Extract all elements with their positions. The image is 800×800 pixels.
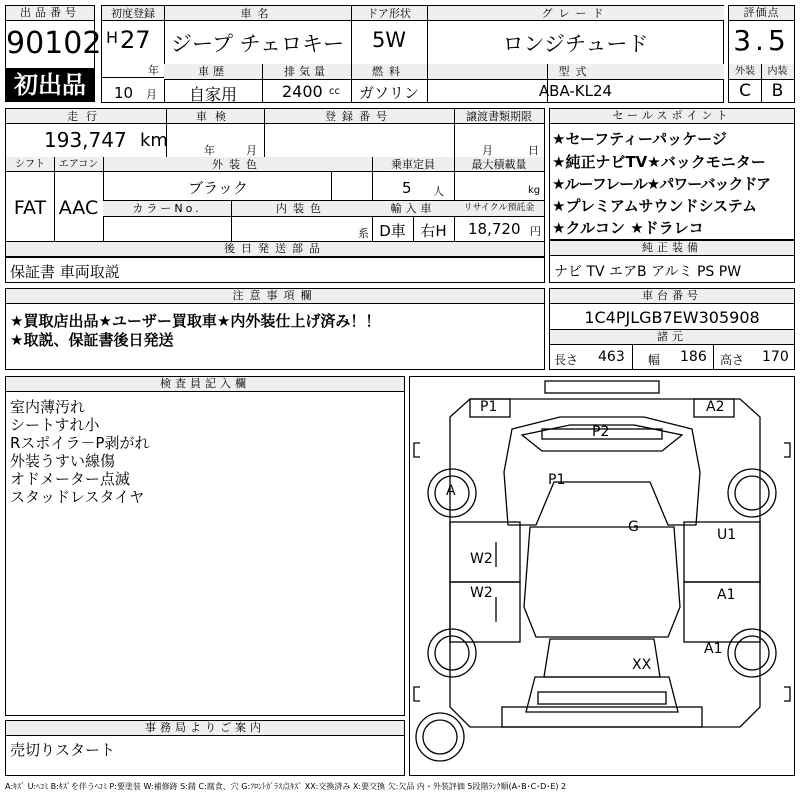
selling-points-label: セールスポイント (550, 109, 794, 124)
mark-a1-right: A1 (717, 587, 736, 603)
inspector-line-6: スタッドレスタイヤ (10, 488, 145, 506)
inspector-line-2: シートすれ小 (10, 416, 100, 434)
plate-label: 登録番号 (325, 110, 393, 123)
inspector-line-3: Rスポイラ－P剥がれ (10, 434, 150, 452)
capacity-unit: 人 (433, 185, 444, 198)
interior-color-unit: 系 (358, 227, 369, 240)
lot-number-box (5, 5, 102, 69)
displacement-value: 2400 (282, 82, 323, 101)
vehicle-header (101, 5, 724, 103)
office-value: 売切りスタート (10, 741, 116, 759)
color-no-label: カラーNo. (132, 202, 202, 215)
mark-p2: P2 (592, 424, 610, 440)
mark-u1: U1 (717, 527, 737, 543)
selling-point-5: ★クルコン ★ドラレコ (552, 219, 704, 237)
reg-month: 10 (114, 84, 134, 102)
dimensions-label: 諸元 (550, 330, 794, 345)
era: H (106, 28, 119, 47)
score-box (728, 5, 795, 103)
recycle-label: リサイクル預託金 (463, 203, 535, 213)
capacity-label: 乗車定員 (391, 158, 435, 171)
later-parts-value: 保証書 車両取説 (10, 263, 120, 281)
displacement-unit: cc (329, 86, 340, 97)
length-label: 長さ (554, 353, 579, 367)
mark-xx: XX (632, 657, 652, 673)
month-unit: 月 (146, 88, 157, 101)
height-value: 170 (762, 349, 789, 365)
width-value: 186 (680, 349, 707, 365)
score-label: 評価点 (729, 6, 794, 21)
rear-bumper (538, 692, 666, 704)
displacement-label: 排気量 (284, 65, 329, 78)
later-parts-label: 後日発送部品 (6, 242, 544, 257)
mileage-label: 走行 (67, 110, 105, 123)
import-label: 輸入車 (390, 202, 436, 215)
fuel-value: ガソリン (358, 84, 419, 102)
car-name-label: 車名 (240, 7, 275, 20)
shaken-month-unit: 月 (246, 144, 257, 157)
shift-value: FAT (13, 197, 47, 219)
later-parts-box (5, 257, 545, 283)
import-value: D車 (379, 222, 406, 240)
mark-a1-low: A1 (704, 641, 723, 657)
max-load-unit: kg (528, 185, 541, 196)
exterior-color-label: 外装色 (212, 158, 263, 171)
selling-point-1: ★セーフティーパッケージ (552, 130, 727, 148)
office-box (5, 720, 405, 776)
mileage-value: 193,747 (44, 128, 127, 152)
transfer-label: 譲渡書類期限 (466, 110, 532, 123)
genuine-equipment-box (549, 240, 795, 283)
damage-diagram-box (409, 376, 795, 776)
year-unit: 年 (148, 64, 159, 77)
exterior-color-value: ブラック (188, 179, 248, 197)
inspector-line-5: オドメーター点滅 (10, 470, 130, 488)
selling-point-2: ★純正ナビTV★バックモニター (552, 153, 766, 171)
notes-label: 注意事項欄 (6, 289, 544, 304)
genuine-equipment-label: 純正装備 (550, 241, 794, 256)
mark-p1-top: P1 (480, 399, 498, 415)
exterior-label: 外装 (735, 66, 755, 77)
length-value: 463 (598, 349, 625, 365)
selling-point-3: ★ルーフレール★パワーバックドア (552, 175, 771, 193)
history-label: 車歴 (198, 65, 228, 78)
ac-label: エアコン (58, 159, 99, 170)
inspector-label: 検査員記入欄 (6, 377, 404, 392)
cabin (524, 527, 680, 637)
score-value: 3.5 (733, 24, 790, 57)
inspector-line-4: 外装うすい線傷 (10, 452, 116, 470)
grade-label: グレード (541, 7, 610, 20)
fuel-label: 燃料 (372, 65, 406, 78)
transfer-day-unit: 日 (528, 144, 539, 157)
rear-bumper-lower (502, 707, 702, 727)
interior-color-label: 内装色 (276, 202, 327, 215)
selling-point-4: ★プレミアムサウンドシステム (552, 197, 757, 215)
selling-points-box (549, 108, 795, 240)
legend: A:ｷｽﾞ U:ﾍｺﾐ B:ｷｽﾞを伴うﾍｺﾐ P:要塗装 W:補修跡 S:錆 C:腐食、穴 G:ﾌﾛﾝﾄｶﾞﾗｽ点ｷｽﾞ XX:交換済み X:要交換 欠:欠品 内・外装評価 5段階ﾗﾝｸ順(A･B･C･D･E) 2 (5, 782, 567, 791)
genuine-equipment-value: ナビ TV エアB アルミ PS PW (554, 264, 742, 280)
notes-line-1: ★買取店出品★ユーザー買取車★内外装仕上げ済み！！ (10, 312, 381, 330)
mark-a2: A2 (706, 399, 725, 415)
grade-value: ロンジチュード (502, 32, 649, 56)
height-label: 高さ (720, 353, 745, 367)
chassis-box (549, 288, 795, 370)
inspector-box (5, 376, 405, 716)
recycle-unit: 円 (530, 225, 541, 238)
shaken-label: 車検 (196, 110, 234, 123)
inspector-line-1: 室内薄汚れ (10, 398, 86, 416)
first-reg-label: 初度登録 (111, 7, 155, 20)
mileage-unit: km (140, 130, 168, 151)
mark-a-wheel: A (446, 483, 456, 499)
max-load-label: 最大積載量 (471, 158, 527, 171)
first-listing-badge: 初出品 (5, 68, 95, 102)
exterior-grade: C (739, 81, 751, 101)
car-name: ジープ チェロキー (171, 32, 344, 56)
door-label: ドア形状 (367, 7, 411, 20)
steering-value: 右H (420, 222, 447, 240)
notes-line-2: ★取説、保証書後日発送 (10, 331, 174, 349)
spec-grid (5, 108, 545, 258)
lot-number-label: 出品番号 (6, 6, 94, 21)
lot-number: 90102 (6, 26, 102, 61)
chassis-label: 車台番号 (550, 289, 794, 304)
width-label: 幅 (648, 353, 661, 367)
recycle-value: 18,720 (468, 220, 521, 238)
model-value: ABA-KL24 (538, 82, 613, 100)
interior-grade: B (771, 81, 784, 101)
transfer-month-unit: 月 (482, 144, 493, 157)
capacity-value: 5 (402, 179, 412, 197)
reg-year: 27 (120, 26, 151, 54)
model-label: 型式 (558, 65, 593, 78)
office-label: 事務局よりご案内 (6, 721, 404, 736)
chassis-value: 1C4PJLGB7EW305908 (584, 308, 760, 327)
door-value: 5W (371, 28, 407, 52)
history-value: 自家用 (188, 85, 237, 104)
mark-p1-hood: P1 (548, 472, 566, 488)
shift-label: シフト (15, 159, 45, 170)
mark-w2-upper: W2 (470, 551, 493, 567)
shaken-year-unit: 年 (204, 144, 215, 157)
roof-top (545, 381, 659, 393)
ac-value: AAC (58, 197, 99, 219)
mark-g: G (628, 519, 639, 535)
notes-box (5, 288, 545, 370)
mark-w2-lower: W2 (470, 585, 493, 601)
interior-label: 内装 (767, 66, 788, 77)
